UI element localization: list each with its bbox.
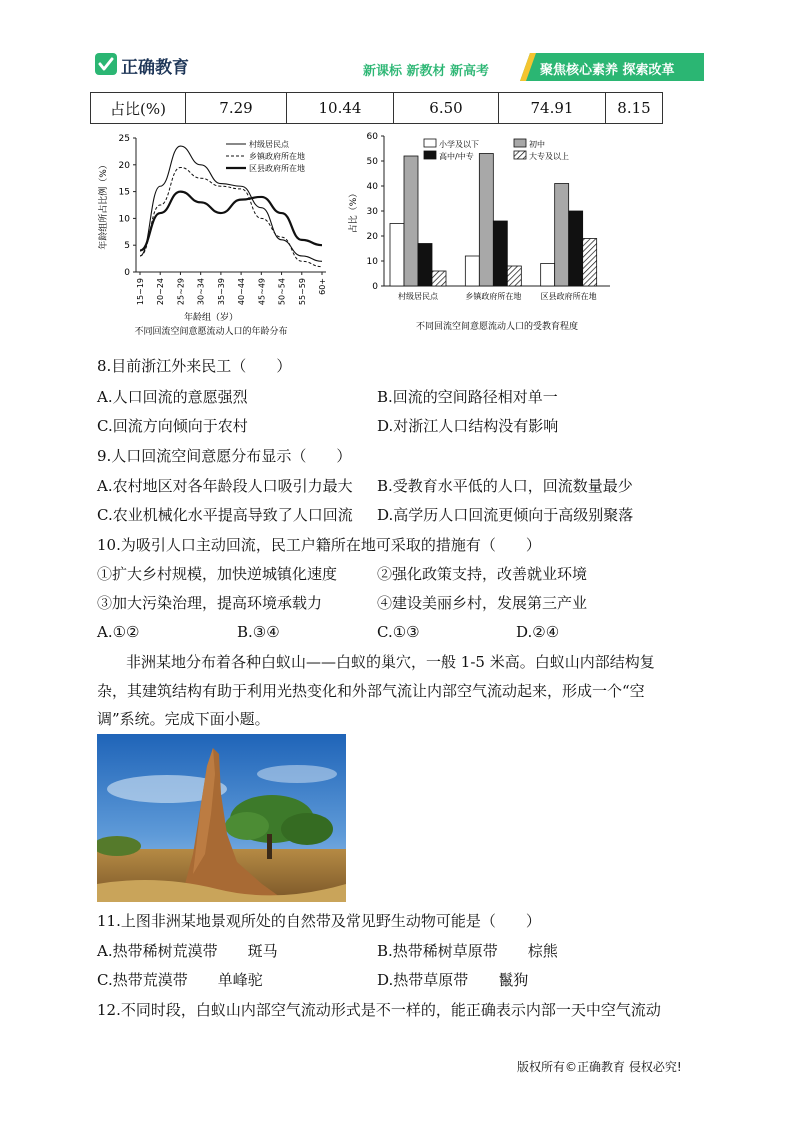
y-tick-label: 5 (124, 241, 130, 252)
y-tick-label: 20 (366, 232, 378, 242)
legend-label: 村级居民点 (249, 140, 289, 149)
option-9d: D.高学历人口回流更倾向于高级别聚落 (377, 506, 634, 524)
termite-mound-photo (97, 734, 346, 902)
option-11c: C.热带荒漠带 单峰驼 (97, 971, 263, 989)
option-10a: A.①② (97, 623, 140, 641)
x-tick-label: 45~49 (257, 278, 267, 306)
y-tick-label: 30 (366, 207, 378, 217)
header-banner-text: 聚焦核心素养 探索改革 (540, 63, 675, 78)
question-11: 11.上图非洲某地景观所处的自然带及常见野生动物可能是（ ） (97, 912, 541, 930)
statement-10-2: ②强化政策支持，改善就业环境 (377, 565, 588, 583)
legend-swatch (514, 151, 526, 159)
y-tick-label: 25 (118, 134, 130, 144)
table-cell-label: 占比(%) (91, 93, 186, 124)
y-axis-label: 年龄组所占比例（%） (99, 160, 109, 250)
question-9: 9.人口回流空间意愿分布显示（ ） (97, 447, 352, 465)
option-9b: B.受教育水平低的人口，回流数量最少 (377, 477, 633, 495)
legend-label: 乡镇政府所在地 (249, 152, 305, 161)
passage-line-2: 杂，其建筑结构有助于利用光热变化和外部气流让内部空气流动起来，形成一个“空 (97, 682, 645, 700)
age-distribution-chart (96, 126, 346, 348)
question-8: 8.目前浙江外来民工（ ） (97, 357, 292, 375)
table-cell: 10.44 (287, 93, 394, 124)
y-tick-label: 20 (118, 160, 130, 171)
option-11b: B.热带稀树草原带 棕熊 (377, 942, 558, 960)
option-10c: C.①③ (377, 623, 420, 641)
y-tick-label: 15 (118, 187, 130, 198)
bar (541, 264, 555, 287)
bar (507, 266, 521, 286)
legend-label: 区县政府所在地 (249, 164, 305, 173)
x-tick-label: 50~54 (277, 278, 287, 306)
question-10: 10.为吸引人口主动回流，民工户籍所在地可采取的措施有（ ） (97, 536, 541, 554)
education-level-chart (346, 126, 618, 336)
bar (555, 184, 569, 287)
bar (493, 221, 507, 286)
statement-10-3: ③加大污染治理，提高环境承载力 (97, 594, 323, 612)
table-cell: 7.29 (186, 93, 287, 124)
table-cell: 6.50 (394, 93, 499, 124)
passage-line-3: 调”系统。完成下面小题。 (97, 710, 270, 728)
bar (404, 156, 418, 286)
x-tick-label: 15~19 (136, 278, 145, 306)
header-slogan: 新课标 新教材 新高考 (363, 64, 490, 79)
option-8a: A.人口回流的意愿强烈 (97, 388, 248, 406)
x-tick-label: 35~39 (216, 278, 226, 306)
x-tick-label: 乡镇政府所在地 (465, 292, 522, 301)
passage-line-1: 非洲某地分布着各种白蚁山——白蚁的巢穴，一般 1-5 米高。白蚁山内部结构复 (126, 653, 655, 671)
chart-title: 不同回流空间意愿流动人口的年龄分布 (134, 327, 288, 337)
logo-text: 正确教育 (121, 58, 189, 78)
option-11d: D.热带草原带 鬣狗 (377, 971, 529, 989)
table-cell: 74.91 (499, 93, 606, 124)
bar (465, 256, 479, 286)
y-tick-label: 40 (366, 182, 378, 192)
bar (479, 154, 493, 287)
bar (418, 244, 432, 287)
legend-swatch (424, 139, 436, 147)
ratio-table (90, 92, 663, 124)
option-11a: A.热带稀树荒漠带 斑马 (97, 942, 278, 960)
question-12: 12.不同时段，白蚁山内部空气流动形式是不一样的，能正确表示内部一天中空气流动 (97, 1001, 661, 1019)
x-tick-label: 区县政府所在地 (540, 292, 597, 301)
bar (390, 224, 404, 287)
x-tick-label: 村级居民点 (398, 292, 438, 301)
y-tick-label: 0 (124, 268, 130, 278)
logo-check-icon (95, 53, 117, 75)
y-tick-label: 50 (366, 157, 378, 167)
x-tick-label: 40~44 (237, 278, 247, 306)
option-8b: B.回流的空间路径相对单一 (377, 388, 558, 406)
series-line-3 (140, 192, 322, 251)
y-axis-label: 占比（%） (349, 188, 359, 234)
statement-10-4: ④建设美丽乡村，发展第三产业 (377, 594, 588, 612)
bar (583, 239, 597, 287)
legend-label: 大专及以上 (529, 152, 569, 161)
legend-label: 小学及以下 (439, 140, 479, 149)
bar (569, 211, 583, 286)
legend-swatch (514, 139, 526, 147)
legend-label: 初中 (529, 140, 545, 149)
y-tick-label: 10 (118, 214, 130, 225)
y-tick-label: 10 (366, 257, 378, 267)
x-tick-label: 30~34 (196, 278, 206, 306)
option-9c: C.农业机械化水平提高导致了人口回流 (97, 506, 353, 524)
legend-swatch (424, 151, 436, 159)
x-tick-label: 60+ (318, 278, 327, 295)
x-tick-label: 25~29 (176, 278, 186, 306)
x-axis-label: 年龄组（岁） (183, 313, 239, 323)
bar (432, 271, 446, 286)
option-9a: A.农村地区对各年龄段人口吸引力最大 (97, 477, 353, 495)
chart-title: 不同回流空间意愿流动人口的受教育程度 (415, 322, 579, 332)
copyright-footer: 版权所有©正确教育 侵权必究! (517, 1060, 682, 1074)
option-10d: D.②④ (516, 623, 560, 641)
option-8c: C.回流方向倾向于农村 (97, 417, 248, 435)
option-10b: B.③④ (237, 623, 280, 641)
table-cell: 8.15 (606, 93, 663, 124)
legend-label: 高中/中专 (439, 152, 474, 161)
x-tick-label: 20~24 (156, 278, 166, 306)
y-tick-label: 0 (372, 282, 378, 292)
y-tick-label: 60 (366, 132, 378, 142)
table-row (91, 93, 663, 124)
x-tick-label: 55~59 (297, 278, 307, 306)
statement-10-1: ①扩大乡村规模，加快逆城镇化速度 (97, 565, 338, 583)
option-8d: D.对浙江人口结构没有影响 (377, 417, 559, 435)
